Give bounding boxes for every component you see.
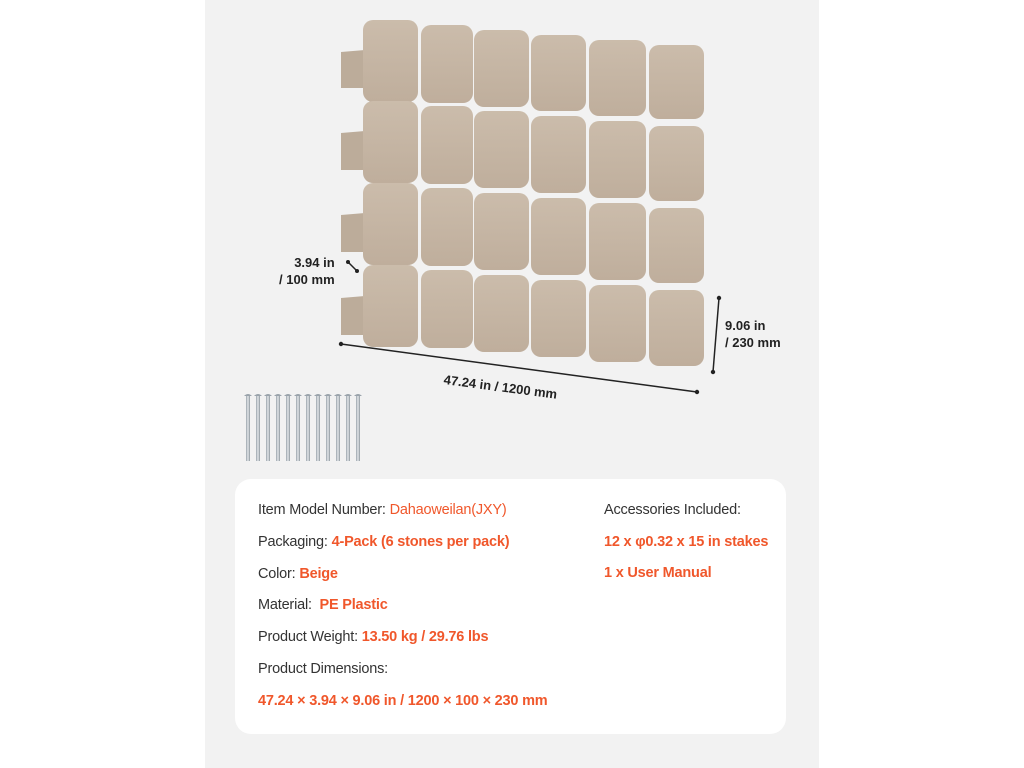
product-illustration [205,0,819,470]
height-dimension-line [711,296,721,374]
spec-model [258,502,506,518]
spec-packaging-label: Packaging: [258,534,332,550]
depth-in: 3.94 in [294,255,335,270]
depth-label [279,254,335,288]
height-label [725,317,781,351]
accessory-stakes: 12 x φ0.32 x 15 in stakes [604,534,769,550]
spec-weight-value: 13.50 kg / 29.76 lbs [361,629,489,645]
spec-model-label: Item Model Number: [258,502,390,518]
depth-mm: / 100 mm [279,272,335,287]
spec-material-value: PE Plastic [319,597,388,613]
spec-color-label: Color: [258,566,300,582]
accessory-manual: 1 x User Manual [604,565,712,581]
spec-material-label: Material: [258,597,320,613]
spec-weight-label: Product Weight: [258,629,362,645]
spec-model-value: Dahaoweilan(JXY) [389,502,507,518]
spec-packaging-value: 4-Pack (6 stones per pack) [331,534,510,550]
spec-weight [258,629,488,645]
height-mm: / 230 mm [725,335,781,350]
spec-dimensions-label: Product Dimensions: [258,661,388,677]
spec-color [258,566,338,582]
depth-dimension-line [346,260,359,273]
spec-card [235,479,786,734]
length-label: 47.24 in / 1200 mm [442,371,559,402]
spec-material [258,597,388,613]
product-panel [205,0,819,768]
spec-packaging [258,534,509,550]
spec-dimensions-value: 47.24 × 3.94 × 9.06 in / 1200 × 100 × 230 mm [258,693,548,709]
height-in: 9.06 in [725,318,766,333]
stakes-illustration [244,394,362,461]
spec-color-value: Beige [299,566,338,582]
accessories-title: Accessories Included: [604,502,741,518]
